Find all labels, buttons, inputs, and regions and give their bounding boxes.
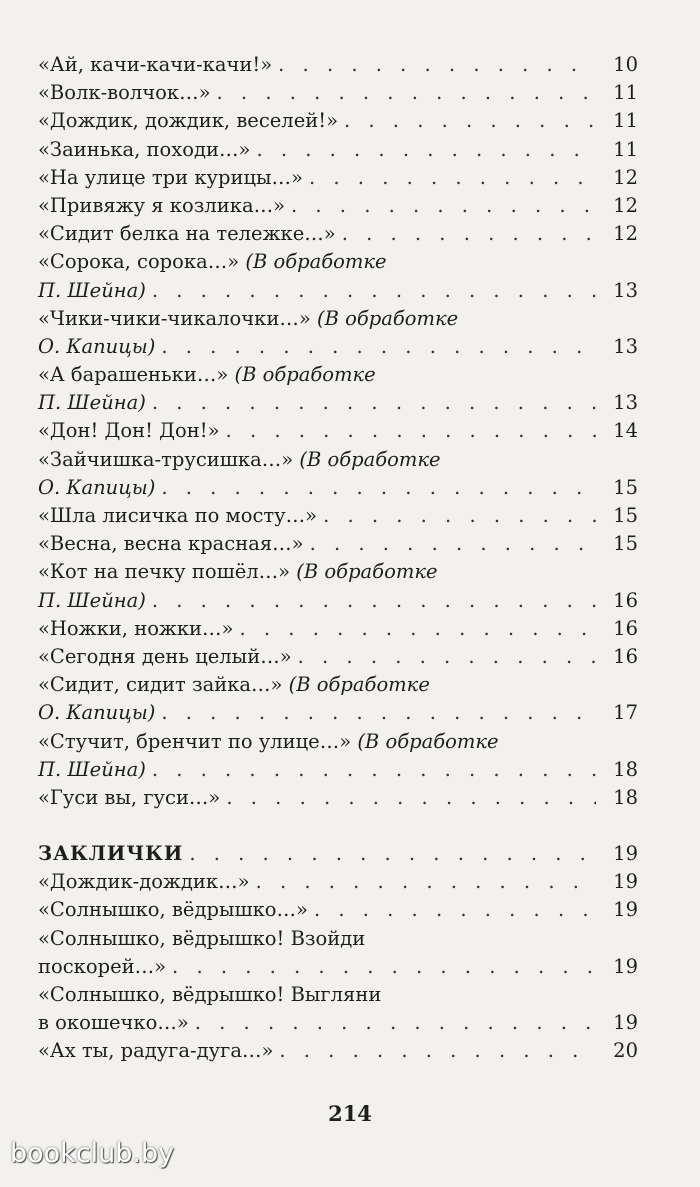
toc-entry-line xyxy=(38,896,638,924)
dot-leader xyxy=(309,164,596,192)
entry-title: «Ножки, ножки…» xyxy=(38,616,234,640)
entry-title: «На улице три курицы…» xyxy=(38,165,303,189)
section-entries xyxy=(38,868,638,1065)
entry-title: «Сидит, сидит зайка…» xyxy=(38,673,283,697)
entry-editor-note: (В обработке xyxy=(296,560,438,584)
toc-entry-line-continued xyxy=(38,389,638,417)
dot-leader xyxy=(195,1009,596,1037)
entry-title-continued: поскорей…» xyxy=(38,954,167,978)
toc-entry-line-continued xyxy=(38,333,638,361)
entry-title: «Сорока, сорока…» xyxy=(38,250,240,274)
entry-page-number: 10 xyxy=(613,53,638,76)
section-heading-page: 19 xyxy=(613,842,638,866)
dot-leader xyxy=(342,220,596,248)
entry-editor-note: (В обработке xyxy=(245,250,387,274)
toc-entry-line xyxy=(38,502,638,530)
toc-entry-line-continued xyxy=(38,1009,638,1037)
entry-title: «Дон! Дон! Дон!» xyxy=(38,419,220,443)
entry-page-number: 13 xyxy=(613,278,638,302)
entry-page-number: 14 xyxy=(613,419,638,443)
page-number: 214 xyxy=(328,1101,372,1126)
entry-title: «Чики-чики-чикалочки…» xyxy=(38,306,311,330)
section-gap xyxy=(38,812,638,840)
toc-entry-line xyxy=(38,248,638,276)
dot-leader xyxy=(152,277,596,305)
entry-editor-name: П. Шейна) xyxy=(38,391,146,415)
entry-page-number: 19 xyxy=(613,954,638,978)
dot-leader xyxy=(314,896,596,924)
section-heading-line xyxy=(38,840,638,868)
toc-entry-line xyxy=(38,671,638,699)
toc-entry-line-continued xyxy=(38,277,638,305)
entry-page-number: 12 xyxy=(613,165,638,189)
entry-page-number: 11 xyxy=(613,137,638,161)
toc-entry-line xyxy=(38,1037,638,1065)
dot-leader xyxy=(344,107,596,135)
toc-entry-line xyxy=(38,51,638,79)
toc-entry-line xyxy=(38,220,638,248)
entry-page-number: 16 xyxy=(613,616,638,640)
section-heading: ЗАКЛИЧКИ xyxy=(38,842,184,866)
entry-title: «Дождик, дождик, веселей!» xyxy=(38,109,338,133)
entry-page-number: 11 xyxy=(613,81,638,105)
entry-title: «Кот на печку пошёл…» xyxy=(38,560,291,584)
dot-leader xyxy=(256,868,596,896)
entry-page-number: 17 xyxy=(613,701,638,725)
entry-page-number: 18 xyxy=(613,757,638,781)
toc-entry-line-continued xyxy=(38,756,638,784)
entry-title: «Привяжу я козлика…» xyxy=(38,193,285,217)
dot-leader xyxy=(279,1037,596,1065)
entry-page-number: 15 xyxy=(613,475,638,499)
dot-leader xyxy=(298,643,596,671)
entry-page-number: 19 xyxy=(613,898,638,922)
entry-editor-name: П. Шейна) xyxy=(38,588,146,612)
entry-title: «Шла лисичка по мосту…» xyxy=(38,504,318,527)
dot-leader xyxy=(152,587,596,615)
entry-title: «Весна, весна красная…» xyxy=(38,532,304,556)
entry-editor-name: О. Капицы) xyxy=(38,701,156,725)
entry-title: «Дождик-дождик…» xyxy=(38,870,250,894)
toc-entry-line xyxy=(38,417,638,445)
toc-entry-line xyxy=(38,868,638,896)
toc-entry-line xyxy=(38,784,638,812)
entry-editor-note: (В обработке xyxy=(299,447,441,471)
dot-leader xyxy=(226,784,596,812)
entry-title: «Сидит белка на тележке…» xyxy=(38,222,336,246)
entry-editor-note: (В обработке xyxy=(357,729,499,753)
entry-editor-name: О. Капицы) xyxy=(38,334,156,358)
toc-entry-line xyxy=(38,192,638,220)
entry-page-number: 11 xyxy=(613,109,638,133)
entry-page-number: 16 xyxy=(613,588,638,612)
toc-entry-line xyxy=(38,164,638,192)
watermark-logo: bookclub.by xyxy=(10,1138,175,1169)
toc-entry-line xyxy=(38,615,638,643)
toc-entries xyxy=(38,51,638,812)
toc-entry-line xyxy=(38,446,638,474)
entry-title: «Заинька, походи…» xyxy=(38,137,251,161)
dot-leader xyxy=(226,417,596,445)
toc-entry-line-continued xyxy=(38,699,638,727)
entry-page-number: 16 xyxy=(613,644,638,668)
entry-title: «Солнышко, вёдрышко! Взойди xyxy=(38,926,366,950)
toc-entry-line xyxy=(38,136,638,164)
dot-leader xyxy=(278,51,596,79)
entry-title: «Солнышко, вёдрышко! Выгляни xyxy=(38,983,382,1006)
entry-page-number: 15 xyxy=(613,532,638,556)
dot-leader xyxy=(189,840,596,868)
entry-title: «Солнышко, вёдрышко…» xyxy=(38,898,308,922)
toc-entry-line xyxy=(38,643,638,671)
entry-title: «Ай, качи-качи-качи!» xyxy=(38,53,273,76)
dot-leader xyxy=(152,756,596,784)
entry-editor-name: О. Капицы) xyxy=(38,475,156,499)
entry-title: «А барашеньки…» xyxy=(38,363,229,387)
dot-leader xyxy=(161,699,596,727)
dot-leader xyxy=(217,79,596,107)
toc-entry-line xyxy=(38,79,638,107)
entry-page-number: 13 xyxy=(613,334,638,358)
toc-entry-line xyxy=(38,981,638,1009)
entry-editor-name: П. Шейна) xyxy=(38,757,146,781)
entry-title-continued: в окошечко…» xyxy=(38,1011,189,1035)
toc-entry-line xyxy=(38,925,638,953)
entry-page-number: 19 xyxy=(613,870,638,894)
toc-entry-line xyxy=(38,558,638,586)
entry-title: «Зайчишка-трусишка…» xyxy=(38,447,294,471)
entry-title: «Сегодня день целый…» xyxy=(38,644,292,668)
entry-page-number: 20 xyxy=(613,1039,638,1063)
entry-page-number: 18 xyxy=(613,785,638,809)
table-of-contents xyxy=(38,51,638,1066)
entry-editor-name: П. Шейна) xyxy=(38,278,146,302)
dot-leader xyxy=(323,502,596,530)
entry-page-number: 13 xyxy=(613,391,638,415)
entry-editor-note: (В обработке xyxy=(316,306,459,330)
toc-entry-line-continued xyxy=(38,953,638,981)
dot-leader xyxy=(152,389,596,417)
entry-page-number: 15 xyxy=(613,504,638,527)
dot-leader xyxy=(310,530,596,558)
dot-leader xyxy=(161,474,596,502)
dot-leader xyxy=(256,136,596,164)
toc-entry-line xyxy=(38,530,638,558)
toc-entry-line xyxy=(38,361,638,389)
toc-entry-line xyxy=(38,728,638,756)
dot-leader xyxy=(172,953,596,981)
entry-page-number: 12 xyxy=(613,193,638,217)
entry-editor-note: (В обработке xyxy=(288,673,430,697)
entry-title: «Ах ты, радуга-дуга…» xyxy=(38,1039,274,1063)
entry-title: «Стучит, бренчит по улице…» xyxy=(38,729,352,753)
entry-title: «Гуси вы, гуси…» xyxy=(38,785,221,809)
entry-page-number: 12 xyxy=(613,222,638,246)
toc-entry-line-continued xyxy=(38,474,638,502)
entry-page-number: 19 xyxy=(613,1011,638,1035)
toc-entry-line xyxy=(38,107,638,135)
entry-editor-note: (В обработке xyxy=(234,363,376,387)
entry-title: «Волк-волчок…» xyxy=(38,81,211,105)
dot-leader xyxy=(161,333,596,361)
dot-leader xyxy=(291,192,596,220)
toc-entry-line-continued xyxy=(38,587,638,615)
toc-entry-line xyxy=(38,305,638,333)
dot-leader xyxy=(240,615,597,643)
